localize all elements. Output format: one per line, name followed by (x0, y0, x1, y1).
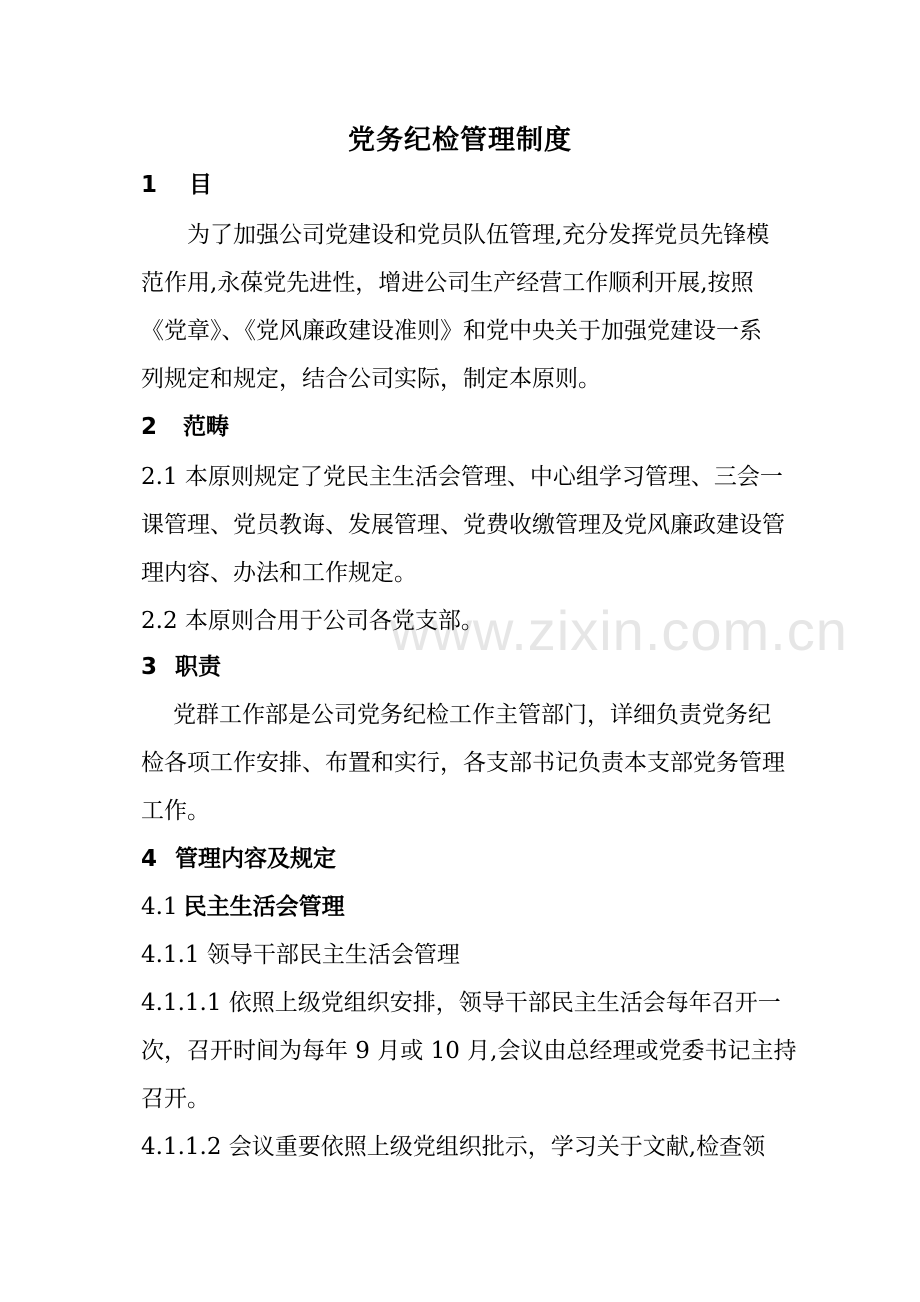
section-3-heading (141, 652, 221, 682)
subsection-4-1-1-heading: 4.1.1 领导干部民主生活会管理 (141, 942, 460, 968)
subsection-4-1-heading (141, 892, 345, 922)
paragraph-line: 理内容、办法和工作规定。 (141, 560, 417, 586)
paragraph-line: 党群工作部是公司党务纪检工作主管部门，详细负责党务纪 (173, 702, 771, 728)
section-number: 1 (141, 172, 158, 198)
paragraph-line: 4.1.1.2 会议重要依照上级党组织批示，学习关于文献,检查领 (141, 1134, 766, 1160)
paragraph-line: 《党章》、《党风廉政建设准则》和党中央关于加强党建设一系 (141, 318, 762, 344)
section-title: 职责 (175, 654, 221, 680)
section-2-heading (141, 412, 229, 442)
paragraph-line: 4.1.1.1 依照上级党组织安排，领导干部民主生活会每年召开一 (141, 990, 781, 1016)
paragraph-line: 列规定和规定，结合公司实际，制定本原则。 (141, 366, 601, 392)
paragraph-line: 为了加强公司党建设和党员队伍管理,充分发挥党员先锋模 (187, 222, 770, 248)
paragraph-line: 召开。 (141, 1086, 210, 1112)
section-number: 4 (141, 846, 158, 872)
section-number: 2 (141, 414, 158, 440)
section-title: 管理内容及规定 (175, 846, 336, 872)
section-number: 3 (141, 654, 158, 680)
section-title: 目 (189, 172, 212, 198)
section-title: 民主生活会管理 (183, 894, 345, 920)
paragraph-line: 范作用,永葆党先进性，增进公司生产经营工作顺利开展,按照 (141, 270, 754, 296)
paragraph-line: 检各项工作安排、布置和实行，各支部书记负责本支部党务管理 (141, 750, 785, 776)
watermark: www.zixin.com.cn (390, 599, 848, 662)
section-4-heading (141, 844, 336, 874)
section-number: 4.1 (141, 894, 178, 920)
section-1-heading (141, 170, 212, 200)
document-title: 党务纪检管理制度 (348, 125, 572, 156)
paragraph-line: 2.1 本原则规定了党民主生活会管理、中心组学习管理、三会一 (141, 464, 783, 490)
section-title: 范畴 (183, 414, 229, 440)
paragraph-line: 次，召开时间为每年 9 月或 10 月,会议由总经理或党委书记主持 (141, 1038, 797, 1064)
paragraph-line: 工作。 (141, 798, 210, 824)
paragraph-line: 课管理、党员教诲、发展管理、党费收缴管理及党风廉政建设管 (141, 512, 785, 538)
paragraph-line: 2.2 本原则合用于公司各党支部。 (141, 608, 484, 634)
